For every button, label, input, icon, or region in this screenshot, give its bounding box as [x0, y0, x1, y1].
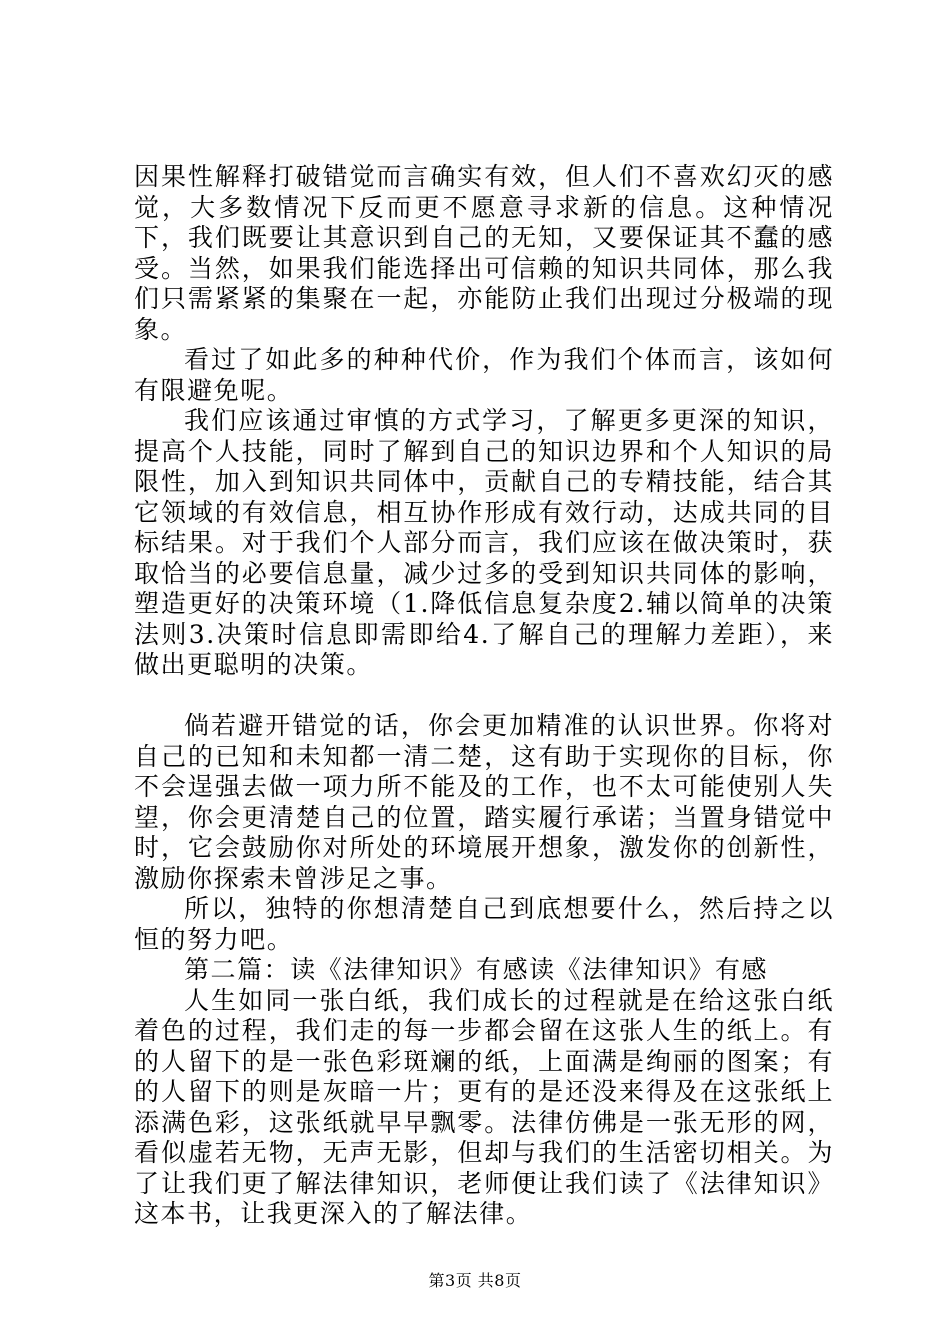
body-text	[134, 162, 834, 1230]
paragraph-2: 看过了如此多的种种代价，作为我们个体而言，该如何有限避免呢。	[134, 345, 834, 405]
paragraph-4: 倘若避开错觉的话，你会更加精准的认识世界。你将对自己的已知和未知都一清二楚，这有助于实现你的目标，你不会逞强去做一项力所不能及的工作，也不太可能使别人失望，你会更清楚自己的位置，踏实履行承诺；当置身错觉中时，它会鼓励你对所处的环境展开想象，激发你的创新性，激励你探索未曾涉足之事。	[134, 711, 834, 893]
page-footer: 第3页 共8页	[428, 1271, 522, 1290]
blank-line	[134, 681, 834, 712]
paragraph-1: 因果性解释打破错觉而言确实有效，但人们不喜欢幻灭的感觉，大多数情况下反而更不愿意寻求新的信息。这种情况下，我们既要让其意识到自己的无知，又要保证其不蠢的感受。当然，如果我们能选择出可信赖的知识共同体，那么我们只需紧紧的集聚在一起，亦能防止我们出现过分极端的现象。	[134, 162, 834, 344]
paragraph-5: 所以，独特的你想清楚自己到底想要什么，然后持之以恒的努力吧。	[134, 894, 834, 954]
paragraph-6: 人生如同一张白纸，我们成长的过程就是在给这张白纸着色的过程，我们走的每一步都会留在这张人生的纸上。有的人留下的是一张色彩斑斓的纸，上面满是绚丽的图案；有的人留下的则是灰暗一片；更有的是还没来得及在这张纸上添满色彩，这张纸就早早飘零。法律仿佛是一张无形的网，看似虚若无物，无声无影，但却与我们的生活密切相关。为了让我们更了解法律知识，老师便让我们读了《法律知识》这本书，让我更深入的了解法律。	[134, 985, 834, 1228]
section-heading: 第二篇：读《法律知识》有感读《法律知识》有感	[184, 955, 769, 984]
paragraph-3: 我们应该通过审慎的方式学习，了解更多更深的知识，提高个人技能，同时了解到自己的知识边界和个人知识的局限性，加入到知识共同体中，贡献自己的专精技能，结合其它领域的有效信息，相互协作形成有效行动，达成共同的目标结果。对于我们个人部分而言，我们应该在做决策时，获取恰当的必要信息量，减少过多的受到知识共同体的影响，塑造更好的决策环境（1.降低信息复杂度2.辅以简单的决策法则3.决策时信息即需即给4.了解自己的理解力差距），来做出更聪明的决策。	[134, 406, 834, 679]
